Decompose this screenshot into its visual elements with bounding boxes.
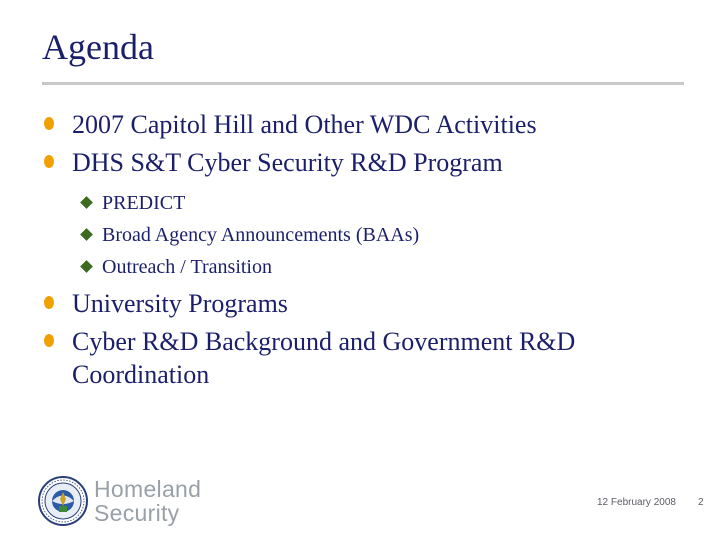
- agenda-list: [44, 108, 664, 396]
- orange-bullet-icon: [44, 155, 54, 168]
- agenda-subitem: [80, 219, 664, 251]
- logo-wordmark: [94, 477, 201, 525]
- agenda-subitem-text: PREDICT: [102, 192, 186, 214]
- agenda-subitem-text: Broad Agency Announcements (BAAs): [102, 224, 420, 246]
- green-diamond-icon: [80, 196, 93, 209]
- logo-line-1: Homeland: [94, 476, 202, 502]
- orange-bullet-icon: [44, 296, 54, 309]
- agenda-subitem: [80, 187, 664, 219]
- title-divider: [42, 82, 684, 85]
- orange-bullet-icon: [44, 334, 54, 347]
- agenda-item-text: 2007 Capitol Hill and Other WDC Activities: [72, 110, 537, 139]
- footer-date: 12 February 2008: [597, 497, 676, 508]
- agenda-subitem-text: Outreach / Transition: [102, 256, 272, 278]
- agenda-item: [44, 287, 664, 320]
- homeland-security-logo: [38, 476, 201, 526]
- agenda-item-text: University Programs: [72, 289, 288, 318]
- green-diamond-icon: [80, 260, 93, 273]
- green-diamond-icon: [80, 228, 93, 241]
- agenda-item-text: DHS S&T Cyber Security R&D Program: [72, 148, 503, 177]
- page-number: 2: [698, 497, 704, 508]
- dhs-seal-icon: [38, 476, 88, 526]
- agenda-subitem: [80, 251, 664, 283]
- agenda-item: [44, 146, 664, 179]
- orange-bullet-icon: [44, 117, 54, 130]
- agenda-item-text: Cyber R&D Background and Government R&D Coordination: [72, 327, 576, 389]
- agenda-item: [44, 108, 664, 141]
- agenda-sublist: [80, 187, 664, 283]
- slide-title: Agenda: [42, 27, 154, 67]
- logo-line-2: Security: [94, 500, 180, 526]
- agenda-item: [44, 325, 664, 391]
